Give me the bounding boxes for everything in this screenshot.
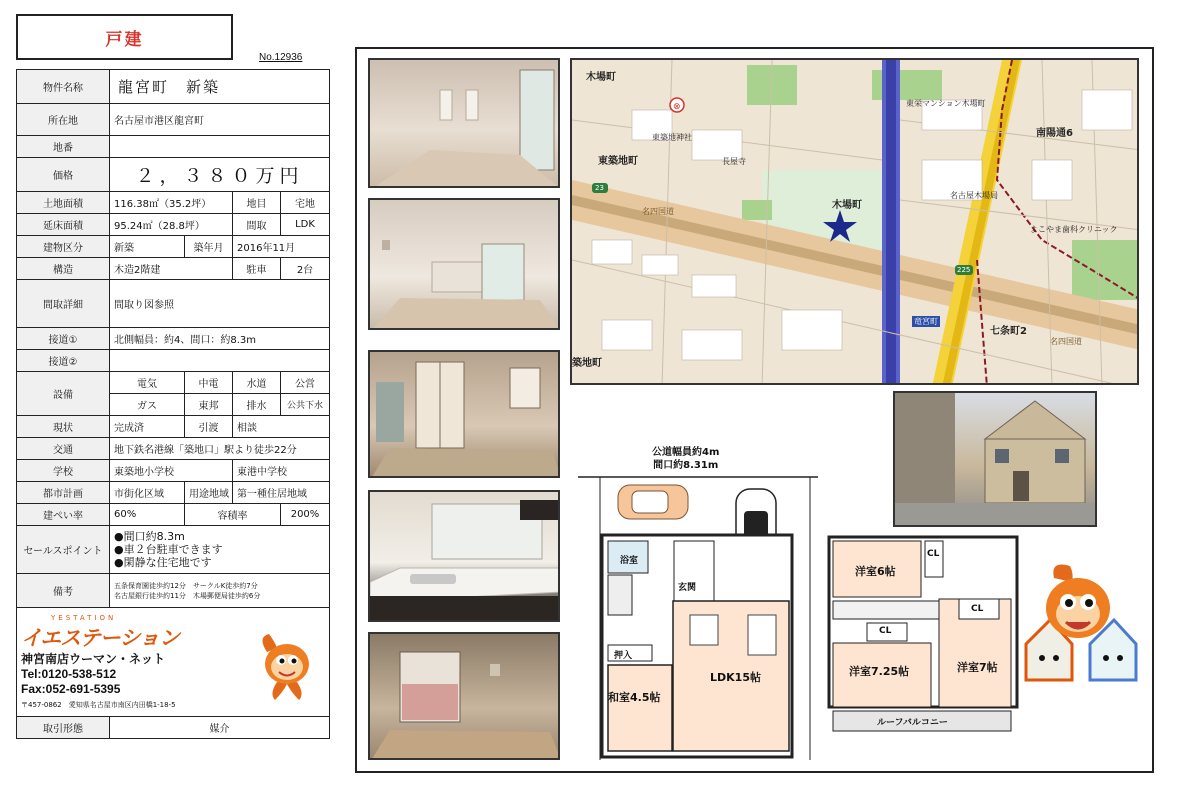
- land-area-value: 116.38㎡（35.2坪）: [110, 192, 233, 214]
- photo-exterior: [893, 391, 1097, 527]
- room-closet-2f-3: CL: [971, 604, 984, 614]
- layout-detail-value: 間取り図参照: [110, 280, 330, 328]
- frontage-label: 間口約8.31m: [653, 460, 719, 471]
- row-lot-no: [17, 136, 330, 158]
- drain-label: 排水: [233, 394, 281, 416]
- company-logo: イエステーション: [21, 626, 179, 650]
- far-label: 容積率: [185, 504, 281, 526]
- layout-type-value: LDK: [281, 214, 330, 236]
- row-facilities-1: [17, 372, 330, 394]
- school-label: 学校: [17, 460, 110, 482]
- structure-value: 木造2階建: [110, 258, 233, 280]
- far-value: 200%: [281, 504, 330, 526]
- map-label-temple: 長屋寺: [722, 157, 746, 166]
- junior-school-value: 東港中学校: [233, 460, 330, 482]
- store-address: 〒457-0862 愛知県名古屋市南区内田橋1-18-5: [21, 701, 176, 709]
- photo-kitchen: [368, 490, 560, 622]
- room-closet-2f-2: CL: [879, 626, 892, 636]
- photo-western-room-image: [370, 634, 560, 760]
- map-route-225: 225: [957, 266, 971, 274]
- location-value: 名古屋市港区龍宮町: [110, 104, 330, 136]
- location-map[interactable]: [570, 58, 1139, 385]
- building-label: 建物区分: [17, 236, 110, 258]
- status-value: 完成済: [110, 416, 185, 438]
- store-tel: Tel:0120-538-512: [21, 667, 117, 681]
- parking-label: 駐車: [233, 258, 281, 280]
- remarks-line-1: 五条保育園徒歩約12分 サークルK徒歩約7分: [114, 581, 258, 590]
- row-structure: [17, 258, 330, 280]
- map-label-ryugucho: 竜宮町: [914, 317, 938, 326]
- transaction-label: 取引形態: [17, 717, 110, 739]
- map-label-tsukiji: 築地町: [572, 358, 602, 369]
- city-plan-value: 市街化区域: [110, 482, 185, 504]
- sales-points-value: [110, 526, 330, 574]
- map-label-shrine: 東築地神社: [652, 133, 692, 142]
- row-coverage: [17, 504, 330, 526]
- svg-text:⊗: ⊗: [673, 102, 681, 112]
- parking-value: 2台: [281, 258, 330, 280]
- water-value: 公営: [281, 372, 330, 394]
- room-entrance: 玄関: [678, 583, 697, 593]
- floor-plan-2f: [827, 535, 1022, 735]
- map-label-kibacho-2: 木場町: [832, 200, 862, 211]
- property-name-value: 龍宮町 新築: [110, 70, 330, 104]
- photo-dining-room: [368, 198, 560, 330]
- road2-label: 接道②: [17, 350, 110, 372]
- room-closet: 押入: [614, 651, 633, 661]
- location-label: 所在地: [17, 104, 110, 136]
- built-year-label: 築年月: [185, 236, 233, 258]
- row-price: [17, 158, 330, 192]
- photo-japanese-room: [368, 350, 560, 478]
- photo-exterior-image: [895, 393, 1097, 527]
- map-label-shichijo: 七条町2: [990, 326, 1027, 337]
- photo-japanese-room-image: [370, 352, 560, 478]
- property-spec-table: [16, 69, 330, 739]
- floor-plan-1f: [578, 475, 818, 760]
- layout-type-label: 間取: [233, 214, 281, 236]
- floor-plan-1f-image: [578, 475, 818, 760]
- road2-value: [110, 350, 330, 372]
- store-name: 神宮南店ウーマン・ネット: [21, 652, 166, 666]
- photo-kitchen-image: [370, 492, 560, 622]
- lot-no-value: [110, 136, 330, 158]
- electric-value: 中電: [185, 372, 233, 394]
- electric-label: 電気: [110, 372, 185, 394]
- remarks-value: [110, 574, 330, 608]
- room-ldk: LDK15帖: [710, 671, 761, 684]
- drain-value: 公共下水: [281, 394, 330, 416]
- row-remarks: [17, 574, 330, 608]
- sales-point-2: ●車２台駐車できます: [114, 543, 223, 556]
- sales-points-label: セールスポイント: [17, 526, 110, 574]
- building-value: 新築: [110, 236, 185, 258]
- sales-point-3: ●閑静な住宅地です: [114, 556, 212, 569]
- lot-no-label: 地番: [17, 136, 110, 158]
- photo-western-room: [368, 632, 560, 760]
- row-sales-points: [17, 526, 330, 574]
- land-category-value: 宅地: [281, 192, 330, 214]
- status-label: 現状: [17, 416, 110, 438]
- row-layout-detail: [17, 280, 330, 328]
- property-name-label: 物件名称: [17, 70, 110, 104]
- map-label-meishi-road: 名四国道: [642, 207, 674, 216]
- room-bath: 浴室: [620, 556, 639, 566]
- road1-value: 北側幅員：約4、間口：約8.3m: [110, 328, 330, 350]
- room-closet-2f-1: CL: [927, 549, 940, 559]
- store-fax: Fax:052-691-5395: [21, 682, 121, 696]
- handover-label: 引渡: [185, 416, 233, 438]
- photo-living-room-image: [370, 60, 560, 188]
- row-property-name: [17, 70, 330, 104]
- price-label: 価格: [17, 158, 110, 192]
- map-label-meishi-road-2: 名四国道: [1050, 337, 1082, 346]
- gas-label: ガス: [110, 394, 185, 416]
- row-brand: [17, 608, 330, 717]
- room-western-725: 洋室7.25帖: [849, 665, 910, 678]
- map-label-higashi-tsukiji: 東築地町: [598, 156, 638, 167]
- land-area-label: 土地面積: [17, 192, 110, 214]
- row-building: [17, 236, 330, 258]
- header-title-box: [16, 14, 233, 60]
- room-western-6: 洋室6帖: [855, 565, 896, 578]
- row-land-area: [17, 192, 330, 214]
- row-status: [17, 416, 330, 438]
- goldfish-mascot-large-icon: [1010, 560, 1150, 690]
- facilities-label: 設備: [17, 372, 110, 416]
- row-floor-area: [17, 214, 330, 236]
- coverage-value: 60%: [110, 504, 185, 526]
- road-width-label: 公道幅員約4m: [652, 447, 720, 458]
- structure-label: 構造: [17, 258, 110, 280]
- photo-dining-room-image: [370, 200, 560, 330]
- transport-value: 地下鉄名港線「築地口」駅より徒歩22分: [110, 438, 330, 460]
- row-road2: [17, 350, 330, 372]
- transaction-value: 媒介: [110, 717, 330, 739]
- row-city-plan: [17, 482, 330, 504]
- row-transport: [17, 438, 330, 460]
- zone-value: 第一種住居地域: [233, 482, 330, 504]
- transport-label: 交通: [17, 438, 110, 460]
- land-category-label: 地目: [233, 192, 281, 214]
- document-number: No.12936: [259, 52, 303, 63]
- row-school: [17, 460, 330, 482]
- row-road1: [17, 328, 330, 350]
- row-location: [17, 104, 330, 136]
- floor-area-value: 95.24㎡（28.8坪）: [110, 214, 233, 236]
- road1-label: 接道①: [17, 328, 110, 350]
- handover-value: 相談: [233, 416, 330, 438]
- remarks-line-2: 名古屋銀行徒歩約11分 木場郵便局徒歩約6分: [114, 591, 261, 600]
- built-year-value: 2016年11月: [233, 236, 330, 258]
- elementary-school-value: 東築地小学校: [110, 460, 233, 482]
- sales-point-1: ●間口約8.3m: [114, 530, 185, 543]
- logo-subtext: YESTATION: [51, 614, 117, 622]
- gas-value: 東邦: [185, 394, 233, 416]
- page-title: 戸建: [105, 29, 144, 50]
- room-western-7: 洋室7帖: [957, 661, 998, 674]
- room-japanese: 和室4.5帖: [608, 691, 661, 704]
- map-label-nanyodori: 南陽通6: [1036, 128, 1073, 139]
- row-transaction: [17, 717, 330, 739]
- map-label-kibacho: 木場町: [586, 72, 616, 83]
- water-label: 水道: [233, 372, 281, 394]
- map-label-post-office: 名古屋木場局: [950, 191, 998, 200]
- price-value: ２，３８０万円: [110, 158, 330, 192]
- photo-living-room: [368, 58, 560, 188]
- map-label-mansion: 東栄マンション木場町: [906, 99, 986, 108]
- map-route-23: 23: [595, 184, 604, 192]
- floor-area-label: 延床面積: [17, 214, 110, 236]
- map-label-dental: よこやま歯科クリニック: [1030, 225, 1118, 234]
- city-plan-label: 都市計画: [17, 482, 110, 504]
- zone-label: 用途地域: [185, 482, 233, 504]
- brand-block: [17, 608, 330, 717]
- coverage-label: 建ぺい率: [17, 504, 110, 526]
- road-note: [652, 446, 719, 472]
- remarks-label: 備考: [17, 574, 110, 608]
- layout-detail-label: 間取詳細: [17, 280, 110, 328]
- goldfish-mascot-icon: [257, 632, 317, 702]
- roof-balcony: ルーフバルコニー: [877, 718, 948, 728]
